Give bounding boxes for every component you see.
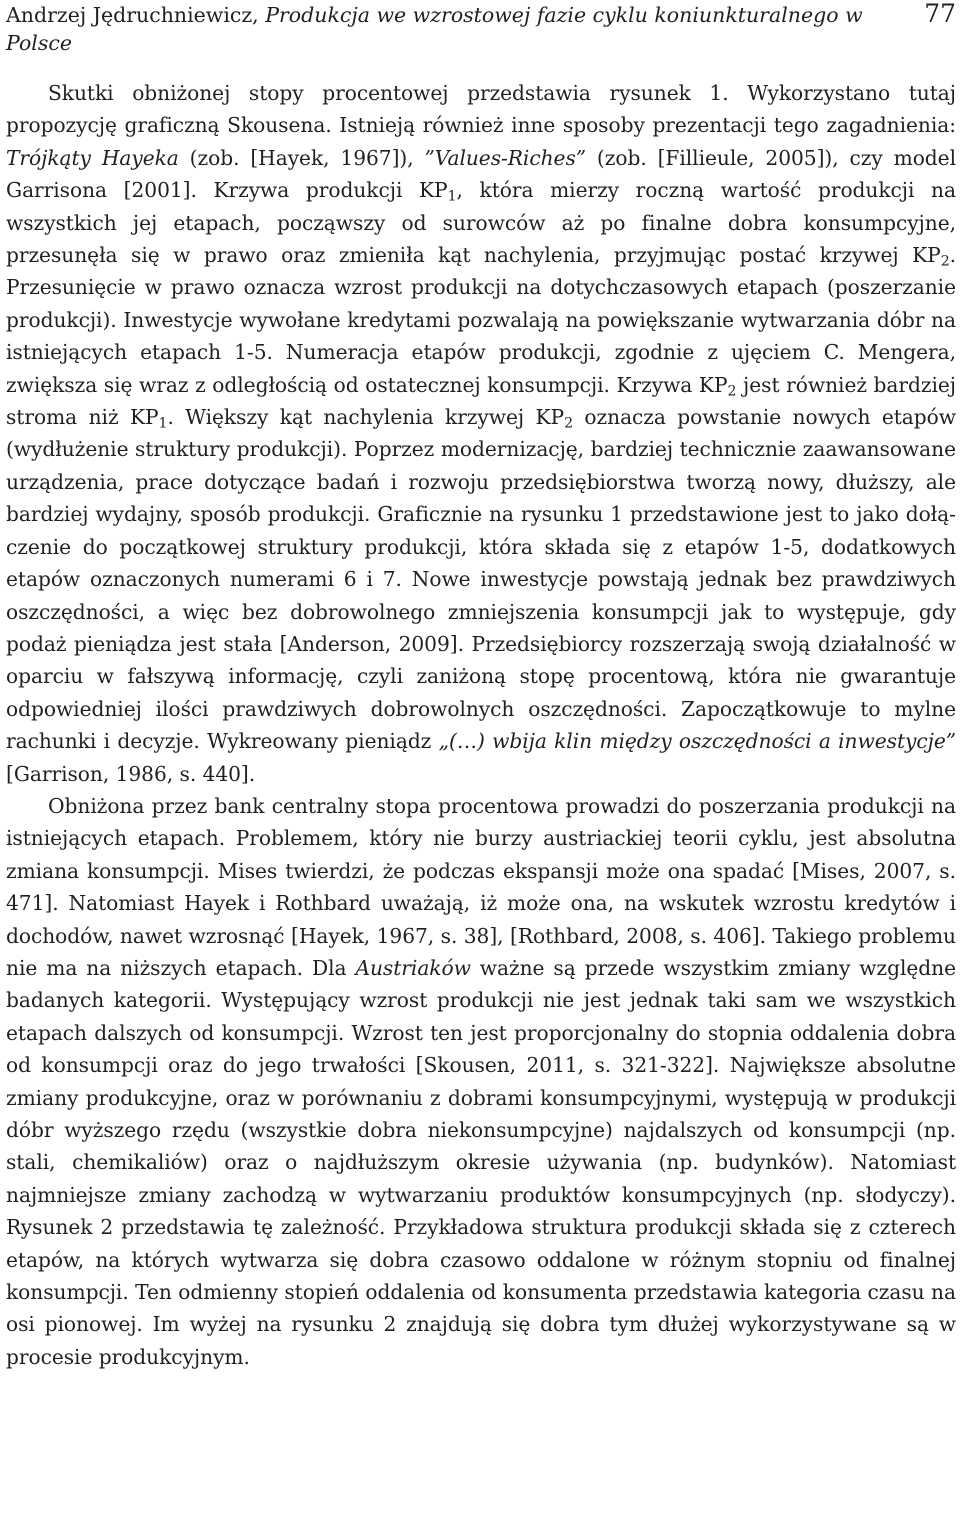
- header-title: Produkcja we wzrostowej fazie cyklu koniunkturalnego w Polsce: [6, 3, 863, 55]
- page-number: 77: [924, 0, 956, 28]
- header-author: Andrzej Jędruchniewicz,: [6, 3, 259, 27]
- subscript: 2: [564, 415, 573, 432]
- paragraph-1: [6, 77, 956, 790]
- subscript: 1: [158, 415, 168, 432]
- header-citation: [6, 1, 924, 57]
- text-run: jest również bardziej stroma niż KP: [6, 372, 956, 430]
- italic-run: Austriaków: [355, 955, 471, 980]
- running-header: [6, 0, 956, 55]
- text-run: Skutki obniżonej stopy procentowej przedstawia rysunek 1. Wykorzystano tutaj propozycję graficzną Skousena. Istnieją również inne sposoby prezentacji tego zagadnienia:: [6, 81, 956, 138]
- text-run: ważne są przede wszystkim zmiany względne badanych kategorii. Występujący wzrost produkcji nie jest jednak taki sam we wszystkich etapach dalszych od konsumpcji. Wzrost ten jest proporcjonalny do stopnia oddalenia dobra od konsumpcji oraz do jego trwałości [Skousen, 2011, s. 321-322]. Największe absolutne zmiany produkcyjne, oraz w porównaniu z dobrami konsumpcyjnymi, występują w produkcji dóbr wyższego rzędu (wszystkie dobra niekonsumpcyjne) najdalszych od konsumpcji (np. stali, chemikaliów) oraz o najdłuższym okresie używania (np. budynków). Natomiast najmniejsze zmiany zachodzą w wytwarzaniu produktów konsumpcyjnych (np. słodyczy). Rysunek 2 przedstawia tę zależność. Przykładowa struktura produkcji składa się z czterech etapów, na których wytwarza się dobra czasowo oddalone w różnym stopniu od finalnej konsumpcji. Ten odmienny stopień oddalenia od konsumenta przedstawia kategoria czasu na osi pionowej. Im wyżej na rysunku 2 znajdują się dobra tym dłużej wykorzystywane są w procesie produkcyjnym.: [6, 955, 956, 1369]
- paragraph-2: [6, 790, 956, 1373]
- text-run: Obniżona przez bank centralny stopa procentowa prowadzi do poszerzania produkcji na istniejących etapach. Problemem, który nie burzy austriackiej teorii cyklu, jest absolutna zmiana konsumpcji. Mises twierdzi, że podczas ekspansji może ona spadać [Mises, 2007, s. 471]. Natomiast Hayek i Rothbard uważają, iż może ona, na wskutek wzrostu kredytów i dochodów, nawet wzrosnąć [Hayek, 1967, s. 38], [Rothbard, 2008, s. 406]. Takiego problemu nie ma na niższych etapach. Dla: [6, 793, 956, 980]
- subscript: 1: [447, 188, 457, 205]
- subscript: 2: [727, 383, 737, 400]
- italic-run: ”Values-Riches”: [424, 145, 587, 170]
- text-run: (zob. [Fillieule, 2005]), czy model Garrisona [2001]. Krzywa produkcji KP: [6, 145, 956, 203]
- body-text: [6, 77, 956, 1373]
- text-run: (zob. [Hayek, 1967]),: [178, 145, 425, 170]
- italic-quote: „(…) wbija klin między oszczędności a inwestycje”: [438, 729, 956, 754]
- text-run: . Większy kąt nachylenia krzywej KP: [167, 405, 565, 430]
- italic-run: Trójkąty Hayeka: [6, 145, 179, 170]
- text-run: . Przesunięcie w prawo oznacza wzrost produkcji na dotychczasowych etapach (poszerzanie produkcji). Inwestycje wywołane kredytami pozwalają na powiększanie wytwarzania dóbr na istniejących etapach 1-5. Numeracja etapów produkcji, zgodnie z ujęciem C. Mengera, zwiększa się wraz z odległością od ostatecznej konsumpcji. Krzywa KP: [6, 243, 956, 397]
- text-run: [Garrison, 1986, s. 440].: [6, 761, 256, 786]
- text-run: , która mierzy roczną wartość produkcji na wszystkich jej etapach, począwszy od surowców aż po finalne dobra konsumpcyjne, przesunęła się w prawo oraz zmieniła kąt nachylenia, przyjmując postać krzywej KP: [6, 178, 956, 268]
- subscript: 2: [940, 253, 950, 270]
- text-run: oznacza powstanie nowych etapów (wydłużenie struktury produkcji). Poprzez modernizację, bardziej technicznie zaawansowane urządzenia, prace dotyczące badań i rozwoju przedsiębiorstwa tworzą nowy, dłuższy, ale bardziej wydajny, sposób produkcji. Graficznie na rysunku 1 przedstawione jest to jako dołączenie do początkowej struktury produkcji, która składa się z etapów 1-5, dodatkowych etapów oznaczonych numerami 6 i 7. Nowe inwestycje powstają jednak bez prawdziwych oszczędności, a więc bez dobrowolnego zmniejszenia konsumpcji jak to występuje, gdy podaż pieniądza jest stała [Anderson, 2009]. Przedsiębiorcy rozszerzają swoją działalność w oparciu w fałszywą informację, czyli zaniżoną stopę procentową, która nie gwarantuje odpowiedniej ilości prawdziwych dobrowolnych oszczędności. Zapoczątkowuje to mylne rachunki i decyzje. Wykreowany pieniądz: [6, 405, 956, 754]
